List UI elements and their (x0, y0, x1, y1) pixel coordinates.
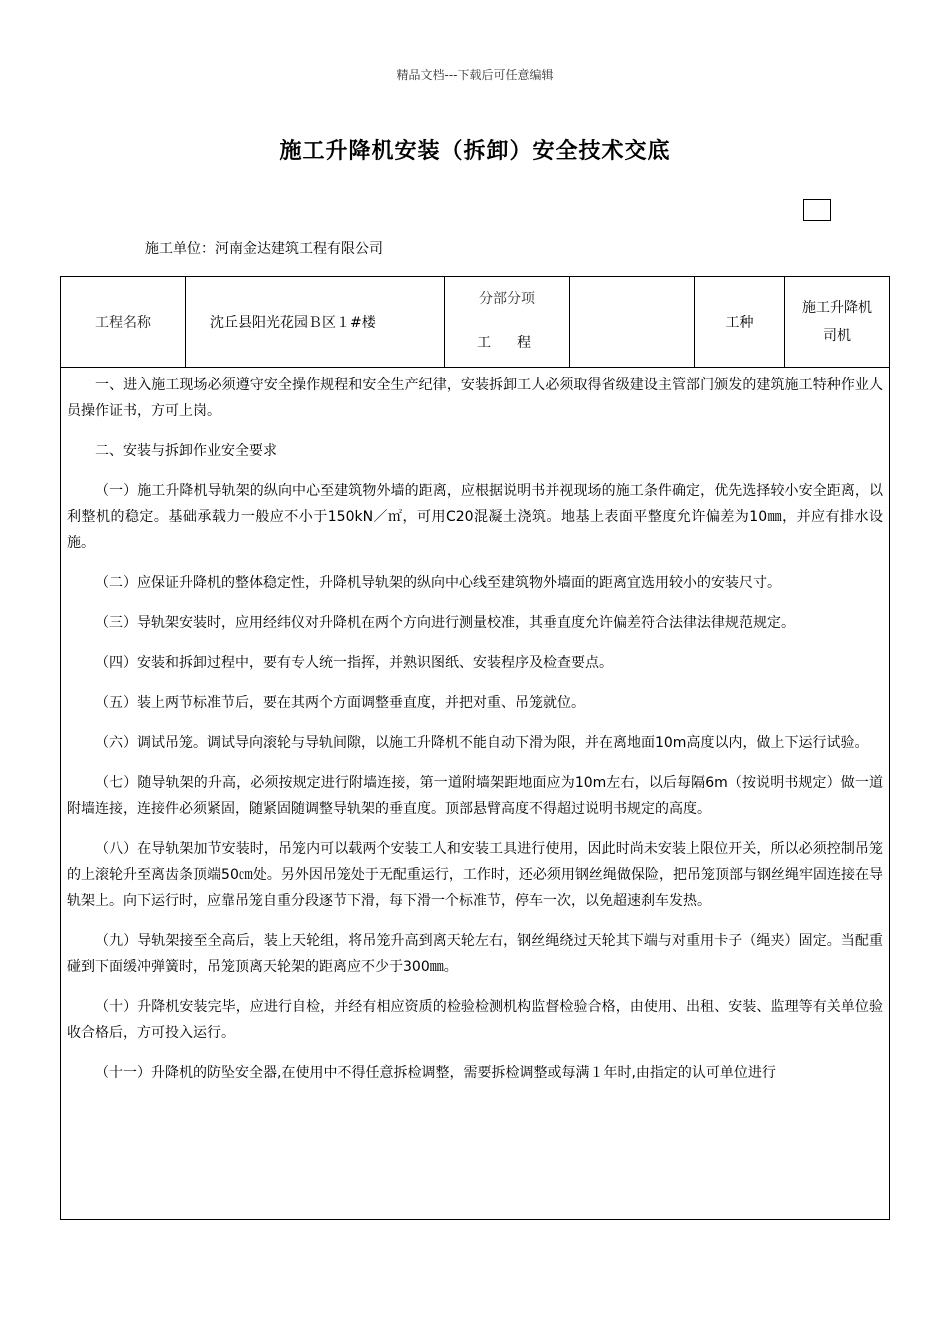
paragraph: （一）施工升降机导轨架的纵向中心至建筑物外墙的距离，应根据说明书并视现场的施工条件确定，优先选择较小安全距离，以利整机的稳定。基础承载力一般应不小于150kN／㎡，可用C20混凝土浇筑。地基上表面平整度允许偏差为10㎜，并应有排水设施。 (67, 483, 883, 551)
work-type-value-line1: 施工升降机 (802, 300, 872, 316)
paragraph: （十）升降机安装完毕，应进行自检，并经有相应资质的检验检测机构监督检验合格，由使用、出租、安装、监理等有关单位验收合格后，方可投入运行。 (67, 999, 883, 1041)
paragraph: （九）导轨架接至全高后，装上天轮组，将吊笼升高到离天轮左右，钢丝绳绕过天轮其下端与对重用卡子（绳夹）固定。当配重碰到下面缓冲弹簧时，吊笼顶离天轮架的距离应不少于300㎜。 (67, 933, 883, 975)
paragraph: （十一）升降机的防坠安全器,在使用中不得任意拆检调整，需要拆检调整或每满１年时,由指定的认可单位进行 (95, 1065, 776, 1081)
paragraph: 二、安装与拆卸作业安全要求 (95, 443, 277, 459)
sub-item-value (570, 277, 695, 367)
project-name-value: 沈丘县阳光花园Ｂ区１#楼 (186, 277, 445, 367)
construction-unit: 施工单位：河南金达建筑工程有限公司 (145, 241, 383, 257)
blank-checkbox (803, 199, 831, 221)
work-type-value (785, 277, 889, 367)
briefing-content (61, 368, 889, 1100)
paragraph: （五）装上两节标准节后，要在其两个方面调整垂直度，并把对重、吊笼就位。 (95, 695, 585, 711)
paragraph: （四）安装和拆卸过程中，要有专人统一指挥，并熟识图纸、安装程序及检查要点。 (95, 655, 613, 671)
paragraph: 一、进入施工现场必须遵守安全操作规程和安全生产纪律，安装拆卸工人必须取得省级建设主管部门颁发的建筑施工特种作业人员操作证书，方可上岗。 (67, 377, 883, 419)
sub-item-label-line1: 分部分项 (479, 291, 535, 307)
paragraph: （八）在导轨架加节安装时，吊笼内可以载两个安装工人和安装工具进行使用，因此时尚未安装上限位开关，所以必须控制吊笼的上滚轮升至离齿条顶端50㎝处。另外因吊笼处于无配重运行，工作时，还必须用钢丝绳做保险，把吊笼顶部与钢丝绳牢固连接在导轨架上。向下运行时，应靠吊笼自重分段逐节下滑，每下滑一个标准节，停车一次，以免超速刹车发热。 (67, 841, 883, 909)
sub-item-label (445, 277, 570, 367)
watermark-text: 精品文档---下载后可任意编辑 (396, 68, 554, 82)
work-type-value-line2: 司机 (823, 328, 851, 344)
paragraph: （七）随导轨架的升高，必须按规定进行附墙连接，第一道附墙架距地面应为10m左右，以后每隔6m（按说明书规定）做一道附墙连接，连接件必须紧固，随紧固随调整导轨架的垂直度。顶部悬臂高度不得超过说明书规定的高度。 (67, 775, 883, 817)
work-type-label: 工种 (695, 277, 785, 367)
briefing-table (60, 276, 890, 1220)
table-header-row (61, 277, 889, 368)
paragraph: （三）导轨架安装时，应用经纬仪对升降机在两个方向进行测量校准，其垂直度允许偏差符合法律法律规范规定。 (95, 615, 795, 631)
paragraph: （二）应保证升降机的整体稳定性，升降机导轨架的纵向中心线至建筑物外墙面的距离宜选用较小的安装尺寸。 (95, 575, 781, 591)
paragraph: （六）调试吊笼。调试导向滚轮与导轨间隙，以施工升降机不能自动下滑为限，并在离地面10m高度以内，做上下运行试验。 (95, 735, 869, 751)
project-name-label: 工程名称 (61, 277, 186, 367)
sub-item-label-line2: 工程 (477, 335, 557, 351)
document-title: 施工升降机安装（拆卸）安全技术交底 (279, 139, 671, 164)
